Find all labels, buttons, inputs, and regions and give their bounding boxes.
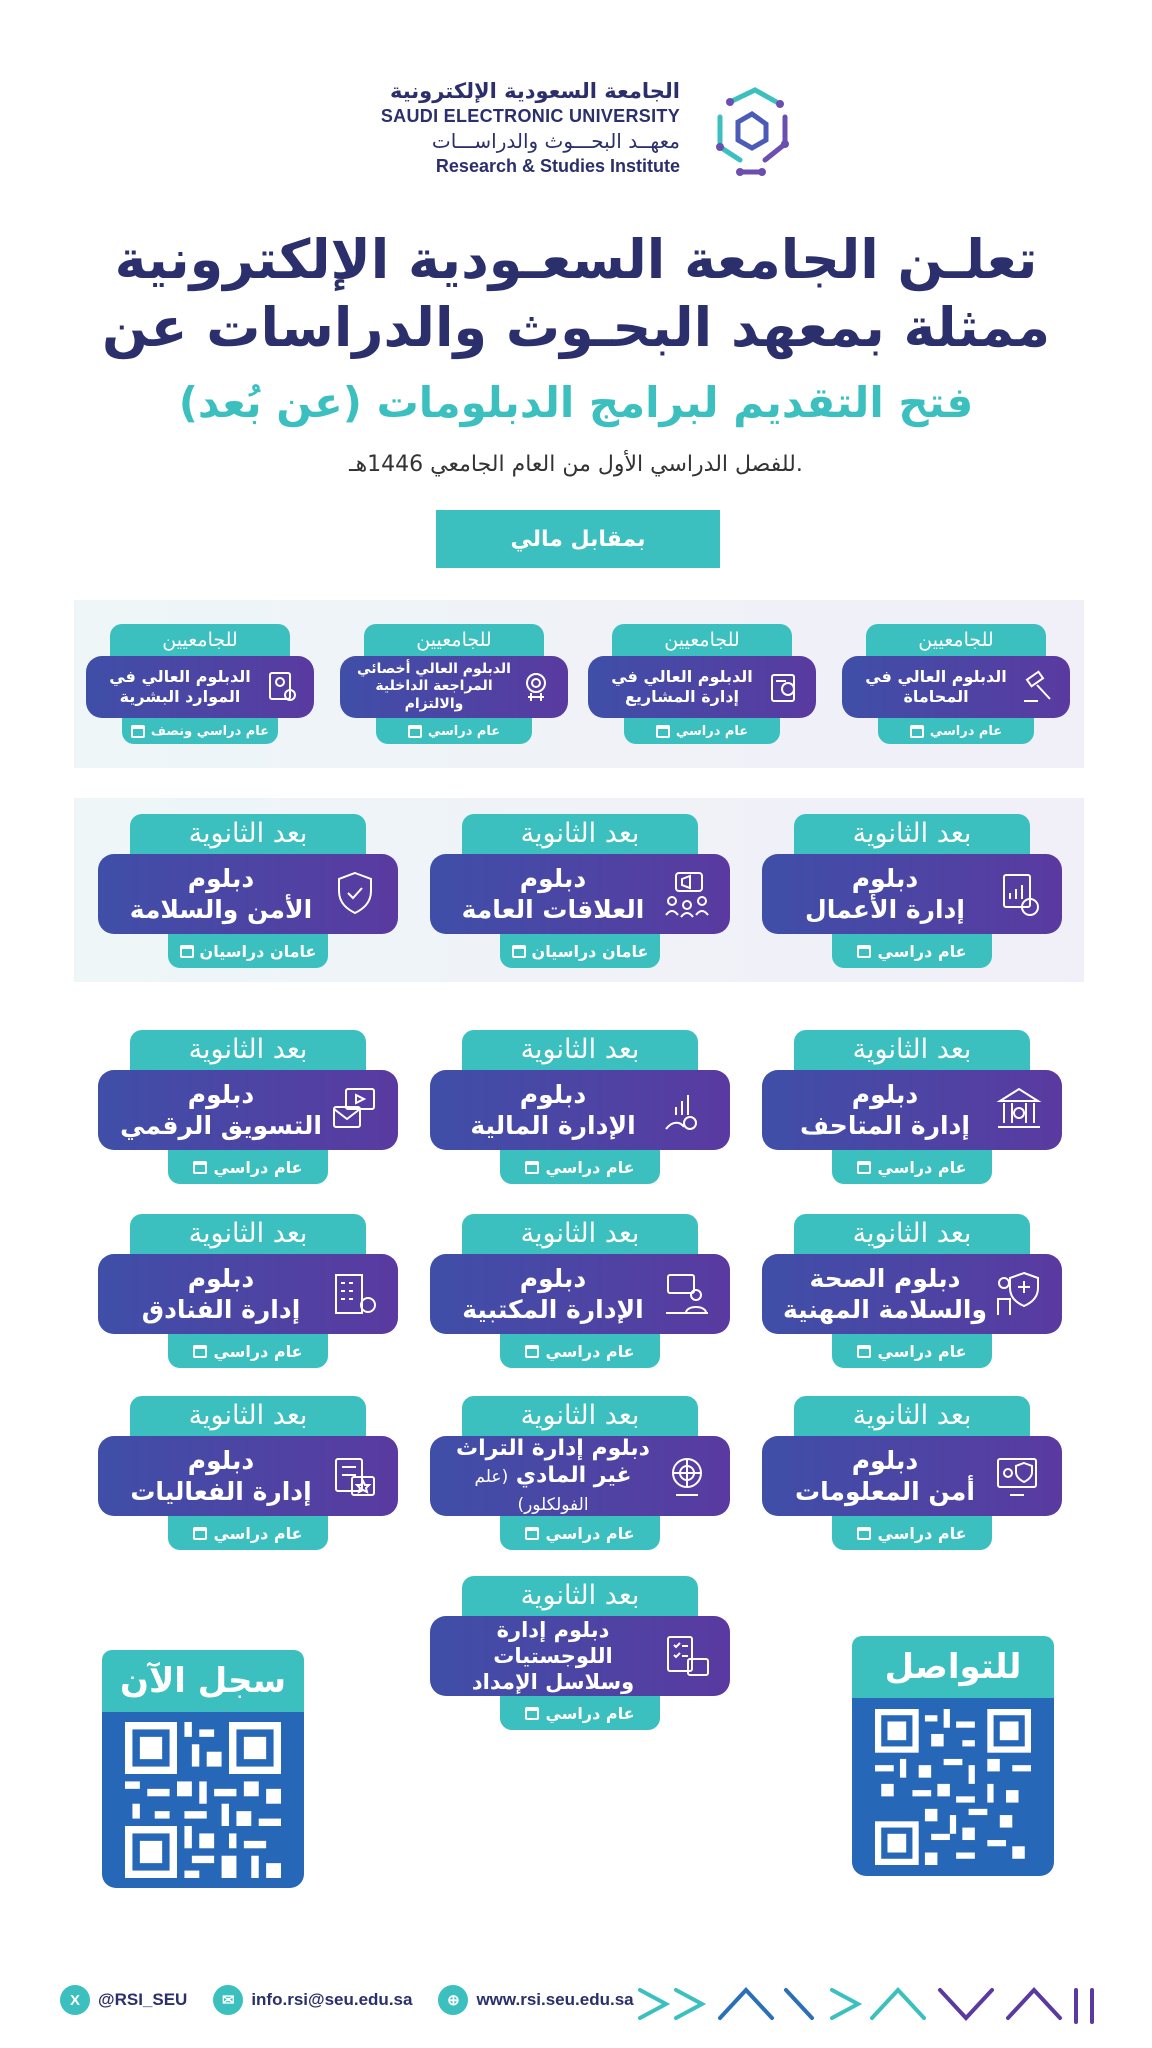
- card-name: [778, 1079, 992, 1142]
- office-icon: [660, 1267, 714, 1321]
- events-icon: [328, 1449, 382, 1503]
- card-name-line2: العلاقات العامة: [461, 895, 645, 924]
- card-name-note: (علم الفولكلور): [474, 1467, 589, 1515]
- register-qr-code[interactable]: [102, 1712, 304, 1888]
- duration-badge: [878, 718, 1034, 744]
- headline-line-1: تعلـن الجامعة السعـودية الإلكترونية: [114, 228, 1038, 291]
- card-name-line2: والسلامة المهنية: [782, 1295, 988, 1324]
- calendar-icon: [525, 1161, 539, 1174]
- duration-badge: [376, 718, 532, 744]
- card-tag: بعد الثانوية: [462, 1030, 698, 1070]
- card-name-line1: دبلوم: [851, 1079, 919, 1109]
- card-tag: للجامعيين: [612, 624, 792, 656]
- qr-code-icon: [875, 1709, 1031, 1865]
- duration-badge: [500, 1696, 660, 1730]
- card-name-line1: دبلوم الصحة: [809, 1263, 961, 1293]
- qr-code-icon: [125, 1722, 281, 1878]
- card-tag: للجامعيين: [364, 624, 544, 656]
- calendar-icon: [408, 725, 422, 738]
- calendar-icon: [512, 945, 526, 958]
- logo-text: [381, 78, 680, 178]
- hr-icon: [262, 667, 302, 707]
- footer-x[interactable]: [60, 1985, 187, 2015]
- duration-badge: [168, 1516, 328, 1550]
- card-name-line2: الإدارة المالية: [470, 1111, 636, 1140]
- duration-label: عام دراسي: [213, 1341, 303, 1361]
- business-chart-icon: [992, 867, 1046, 921]
- card-body: [430, 854, 730, 934]
- card-name: [114, 863, 328, 926]
- card-name: الدبلوم العالي في المحاماة: [865, 667, 1007, 706]
- duration-label: عام دراسي: [675, 723, 749, 739]
- shield-person-icon: [328, 867, 382, 921]
- email-link[interactable]: info.rsi@seu.edu.sa: [251, 1990, 413, 2009]
- card-name-line1: دبلوم: [187, 863, 255, 893]
- card-tag: بعد الثانوية: [130, 1030, 366, 1070]
- footer-website[interactable]: [438, 1985, 633, 2015]
- card-name-line2: التسويق الرقمي: [120, 1111, 322, 1140]
- card-tag: بعد الثانوية: [794, 814, 1030, 854]
- card-body: [430, 1254, 730, 1334]
- card-name: [114, 1445, 328, 1508]
- card-tag: بعد الثانوية: [462, 1214, 698, 1254]
- logo-ar-university: الجامعة السعودية الإلكترونية: [389, 79, 680, 103]
- calendar-icon: [131, 725, 145, 738]
- card-tag: بعد الثانوية: [462, 1576, 698, 1616]
- subtitle: فتح التقديم لبرامج الدبلومات (عن بُعد): [178, 378, 974, 427]
- card-body: [762, 1070, 1062, 1150]
- logistics-icon: [660, 1629, 714, 1683]
- paid-badge: بمقابل مالي: [436, 510, 720, 568]
- card-tag: بعد الثانوية: [462, 814, 698, 854]
- card-body: [762, 1436, 1062, 1516]
- x-handle[interactable]: @RSI_SEU: [98, 1990, 188, 2009]
- card-name: الدبلوم العالي في إدارة المشاريع: [611, 667, 753, 706]
- card-name-line1: دبلوم: [187, 1079, 255, 1109]
- register-qr[interactable]: [102, 1650, 304, 1888]
- duration-label: عام دراسي: [877, 1341, 967, 1361]
- card-name: [446, 1263, 660, 1326]
- duration-badge: [832, 1516, 992, 1550]
- card-name-line2: إدارة المتاحف: [800, 1111, 970, 1140]
- footer-email[interactable]: [213, 1985, 412, 2015]
- card-tag: بعد الثانوية: [130, 814, 366, 854]
- card-body: [762, 854, 1062, 934]
- card-name: [114, 1263, 328, 1326]
- card-body: [98, 1254, 398, 1334]
- card-body: [842, 656, 1070, 718]
- card-name: [446, 1079, 660, 1142]
- calendar-icon: [525, 1527, 539, 1540]
- calendar-icon: [857, 1345, 871, 1358]
- museum-icon: [992, 1083, 1046, 1137]
- duration-badge: [168, 1150, 328, 1184]
- calendar-icon: [180, 945, 194, 958]
- duration-badge: [122, 718, 278, 744]
- card-body: [430, 1616, 730, 1696]
- card-tag: بعد الثانوية: [794, 1396, 1030, 1436]
- contact-qr-label: للتواصل: [852, 1636, 1054, 1698]
- calendar-icon: [857, 1161, 871, 1174]
- duration-label: عامان دراسيان: [199, 941, 317, 961]
- card-body: [98, 1436, 398, 1516]
- duration-badge: [168, 1334, 328, 1368]
- duration-label: عام دراسي: [545, 1703, 635, 1723]
- calendar-icon: [525, 1707, 539, 1720]
- duration-label: عام دراسي: [877, 1523, 967, 1543]
- card-name: الدبلوم العالي في الموارد البشرية: [109, 667, 251, 706]
- contact-qr[interactable]: [852, 1636, 1054, 1876]
- megaphone-icon: [660, 867, 714, 921]
- semester-note: للفصل الدراسي الأول من العام الجامعي 1446هـ.: [349, 452, 803, 477]
- card-name: [446, 1435, 660, 1518]
- calendar-icon: [857, 1527, 871, 1540]
- calendar-icon: [193, 1161, 207, 1174]
- card-tag: للجامعيين: [866, 624, 1046, 656]
- card-name-line2: الإدارة المكتبية: [462, 1295, 644, 1324]
- logo-ar-institute: معهــد البحـــوث والدراســـات: [431, 129, 680, 153]
- project-icon: [764, 667, 804, 707]
- duration-label: عام دراسي: [427, 723, 501, 739]
- card-name-line2: الأمن والسلامة: [129, 895, 313, 924]
- health-safety-icon: [992, 1267, 1046, 1321]
- duration-badge: [624, 718, 780, 744]
- card-name-line2: أمن المعلومات: [795, 1477, 975, 1506]
- card-body: [98, 854, 398, 934]
- digital-marketing-icon: [328, 1083, 382, 1137]
- x-logo-icon: X: [60, 1985, 90, 2015]
- duration-label: عامان دراسيان: [531, 941, 649, 961]
- decorative-pattern: [636, 1982, 1106, 2026]
- card-tag: بعد الثانوية: [794, 1030, 1030, 1070]
- duration-label: عام دراسي: [929, 723, 1003, 739]
- card-name-line1: دبلوم: [187, 1445, 255, 1475]
- headline-line-2: ممثلة بمعهد البحـوث والدراسات عن: [101, 296, 1051, 359]
- card-name: [114, 1079, 328, 1142]
- university-logo: [340, 78, 800, 198]
- card-tag: بعد الثانوية: [462, 1396, 698, 1436]
- card-name-line2: غير المادي: [515, 1463, 632, 1489]
- register-qr-label: سجل الآن: [102, 1650, 304, 1712]
- seu-logo-mark-icon: [700, 82, 800, 182]
- duration-badge: [168, 934, 328, 968]
- card-name-line2: إدارة الفعاليات: [130, 1477, 312, 1506]
- logo-en-institute: Research & Studies Institute: [435, 156, 680, 176]
- duration-badge: [832, 1150, 992, 1184]
- globe-icon: ⊕: [438, 1985, 468, 2015]
- card-name-line1: دبلوم: [187, 1263, 255, 1293]
- heritage-icon: [660, 1449, 714, 1503]
- calendar-icon: [525, 1345, 539, 1358]
- card-name: [446, 1617, 660, 1696]
- card-body: [430, 1070, 730, 1150]
- card-name-line1: دبلوم: [851, 863, 919, 893]
- duration-label: عام دراسي ونصف: [150, 723, 270, 739]
- finance-icon: [660, 1083, 714, 1137]
- card-name: [778, 1263, 992, 1326]
- card-tag: بعد الثانوية: [130, 1214, 366, 1254]
- email-icon: ✉: [213, 1985, 243, 2015]
- contact-qr-code[interactable]: [852, 1698, 1054, 1876]
- card-tag: للجامعيين: [110, 624, 290, 656]
- card-name-line2: وسلاسل الإمداد: [471, 1670, 635, 1695]
- card-tag: بعد الثانوية: [794, 1214, 1030, 1254]
- duration-label: عام دراسي: [213, 1157, 303, 1177]
- website-link[interactable]: www.rsi.seu.edu.sa: [476, 1990, 634, 2009]
- logo-en-university: SAUDI ELECTRONIC UNIVERSITY: [380, 106, 680, 126]
- card-name-line1: دبلوم: [519, 1079, 587, 1109]
- duration-badge: [500, 1516, 660, 1550]
- card-name: الدبلوم العالي أخصائي المراجعة الداخلية والالتزام: [357, 660, 511, 712]
- card-name: [446, 863, 660, 926]
- gavel-icon: [1018, 667, 1058, 707]
- calendar-icon: [193, 1345, 207, 1358]
- hotel-icon: [328, 1267, 382, 1321]
- duration-label: عام دراسي: [877, 1157, 967, 1177]
- calendar-icon: [193, 1527, 207, 1540]
- calendar-icon: [656, 725, 670, 738]
- duration-badge: [832, 1334, 992, 1368]
- duration-badge: [832, 934, 992, 968]
- card-tag: بعد الثانوية: [130, 1396, 366, 1436]
- card-body: [98, 1070, 398, 1150]
- duration-badge: [500, 1334, 660, 1368]
- footer-contacts: [60, 1982, 646, 2018]
- card-body: [340, 656, 568, 718]
- card-name-line2: إدارة الأعمال: [805, 895, 965, 924]
- duration-label: عام دراسي: [545, 1523, 635, 1543]
- card-name-line1: دبلوم: [851, 1445, 919, 1475]
- card-body: [588, 656, 816, 718]
- duration-badge: [500, 1150, 660, 1184]
- duration-badge: [500, 934, 660, 968]
- card-name-line2: إدارة الفنادق: [141, 1295, 301, 1324]
- audit-icon: [516, 667, 556, 707]
- card-name-line1: دبلوم: [519, 1263, 587, 1293]
- duration-label: عام دراسي: [545, 1341, 635, 1361]
- calendar-icon: [910, 725, 924, 738]
- card-body: [762, 1254, 1062, 1334]
- card-name: [778, 1445, 992, 1508]
- calendar-icon: [857, 945, 871, 958]
- card-name-line1: دبلوم: [519, 863, 587, 893]
- infosec-icon: [992, 1449, 1046, 1503]
- card-body: [430, 1436, 730, 1516]
- card-name-line1: دبلوم إدارة اللوجستيات: [493, 1617, 613, 1668]
- duration-label: عام دراسي: [545, 1157, 635, 1177]
- card-body: [86, 656, 314, 718]
- duration-label: عام دراسي: [213, 1523, 303, 1543]
- card-name: [778, 863, 992, 926]
- duration-label: عام دراسي: [877, 941, 967, 961]
- card-name-line1: دبلوم إدارة التراث: [456, 1435, 650, 1461]
